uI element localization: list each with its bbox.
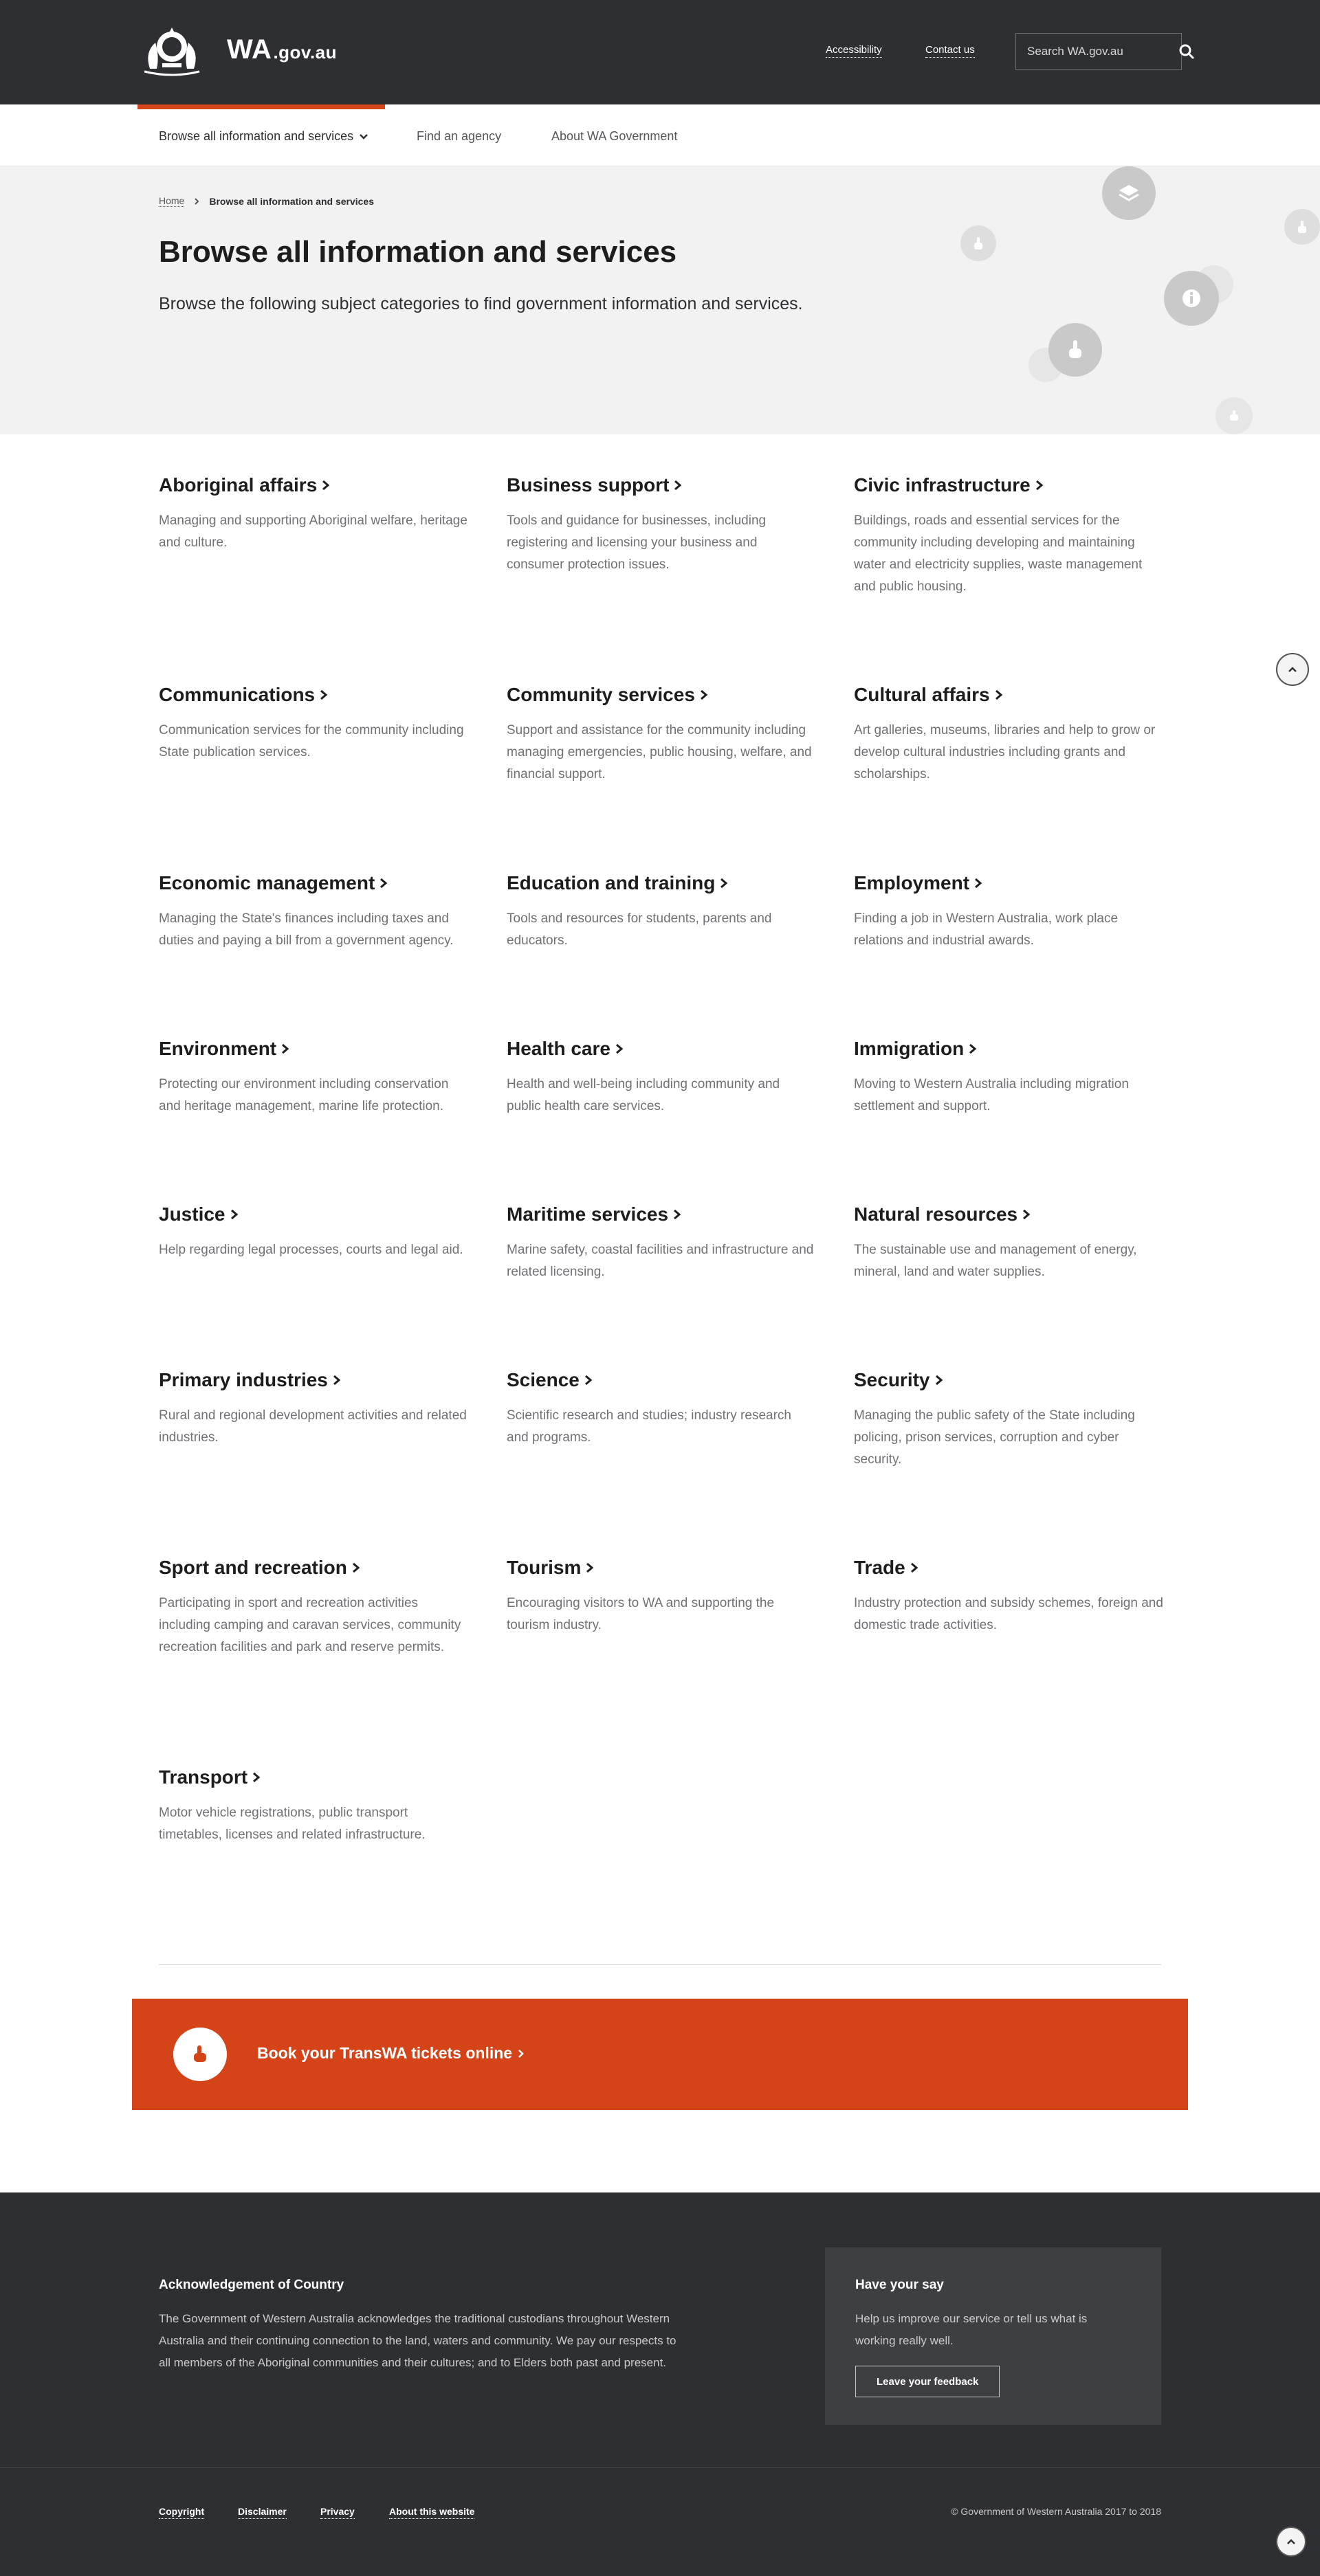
nav-active-indicator [138,104,385,109]
category-employment [854,872,1163,952]
category-link[interactable] [159,1557,468,1579]
chevron-right-icon [280,1043,290,1055]
info-icon [1164,271,1219,326]
nav-item-label: Find an agency [417,129,502,143]
category-link[interactable] [159,684,468,706]
chevron-right-icon [585,1562,595,1574]
chevron-right-icon [1022,1208,1031,1221]
logo-main: WA [227,34,272,65]
category-description: Motor vehicle registrations, public transport timetables, licenses and related infrastructure. [159,1806,426,1842]
back-to-top-button[interactable] [1276,2527,1306,2557]
have-your-say-title: Have your say [855,2278,944,2292]
transwa-banner [132,1999,1188,2110]
category-economic-management [159,872,468,952]
category-link[interactable] [854,872,1163,894]
chevron-right-icon [1035,479,1044,491]
nav-item-browse[interactable] [159,129,368,144]
acknowledgement-title: Acknowledgement of Country [159,2278,344,2292]
category-title: Primary industries [159,1369,328,1390]
category-science [507,1369,816,1449]
site-logo-text[interactable] [227,34,337,65]
category-description: Encouraging visitors to WA and supporting the tourism industry. [507,1596,775,1632]
category-link[interactable] [159,872,468,894]
chevron-right-icon [332,1374,342,1386]
category-title: Civic infrastructure [854,474,1031,496]
category-civic-infrastructure [854,474,1163,598]
category-link[interactable] [159,1203,468,1225]
category-description: Managing and supporting Aboriginal welfare, heritage and culture. [159,513,468,550]
search-box [1015,33,1182,70]
nav-item-about[interactable] [551,129,677,144]
category-title: Employment [854,872,970,893]
category-description: Health and well-being including community and public health care services. [507,1077,780,1113]
category-title: Education and training [507,872,716,893]
acknowledgement-text: The Government of Western Australia acknowledges the traditional custodians throughout Western Australia and their continuing connection to the land, waters and community. We pay our respects to all members of the Aboriginal communities and their cultures; and to Elders both past and present. [159,2312,676,2369]
hand-pointer-icon [173,2028,227,2081]
category-description: Buildings, roads and essential services for the community including developing and maintaining water and electricity supplies, waste management and public housing. [854,513,1143,594]
category-cultural-affairs [854,684,1163,786]
category-title: Trade [854,1557,905,1578]
category-link[interactable] [507,684,816,706]
breadcrumb [159,195,374,207]
category-description: Managing the State's finances including taxes and duties and paying a bill from a government agency. [159,911,454,948]
chevron-right-icon [379,877,388,889]
chevron-right-icon [968,1043,978,1055]
chevron-right-icon [994,689,1004,701]
category-link[interactable] [854,1557,1163,1579]
category-title: Environment [159,1038,277,1059]
category-environment [159,1038,468,1118]
category-health-care [507,1038,816,1118]
chevron-right-icon [252,1771,261,1784]
category-title: Maritime services [507,1203,669,1225]
category-link[interactable] [159,474,468,496]
page-title: Browse all information and services [159,235,677,269]
category-link[interactable] [854,1203,1163,1225]
wa-crest-logo[interactable] [138,23,206,78]
logo-suffix: .gov.au [273,42,338,63]
category-link[interactable] [159,1369,468,1391]
category-link[interactable] [159,1766,468,1788]
hand-pointer-icon [960,225,996,261]
chevron-right-icon [230,1208,239,1221]
category-description: Scientific research and studies; industry research and programs. [507,1408,791,1445]
category-link[interactable] [854,474,1163,496]
chevron-right-icon [584,1374,593,1386]
category-link[interactable] [159,1038,468,1060]
banner-label: Book your TransWA tickets online [257,2044,513,2062]
site-footer [0,2192,1320,2576]
back-to-top-button[interactable] [1276,653,1309,686]
category-communications [159,684,468,764]
category-description: Protecting our environment including conservation and heritage management, marine life protection. [159,1077,449,1113]
category-link[interactable] [854,1369,1163,1391]
category-title: Health care [507,1038,610,1059]
category-description: Tools and resources for students, parents and educators. [507,911,772,948]
category-title: Security [854,1369,930,1390]
category-title: Aboriginal affairs [159,474,318,496]
category-community-services [507,684,816,786]
chevron-right-icon [194,197,199,206]
category-maritime-services [507,1203,816,1283]
chevron-up-icon [1286,2538,1297,2546]
chevron-right-icon [672,1208,682,1221]
category-transport [159,1766,468,1846]
category-description: Help regarding legal processes, courts and legal aid. [159,1243,463,1257]
category-title: Natural resources [854,1203,1018,1225]
category-tourism [507,1557,816,1636]
hand-pointer-icon [1284,209,1320,245]
category-primary-industries [159,1369,468,1449]
category-link[interactable] [507,1369,816,1391]
chevron-right-icon [615,1043,624,1055]
category-natural-resources [854,1203,1163,1283]
category-link[interactable] [854,684,1163,706]
site-header [0,0,1320,104]
category-link[interactable] [507,872,816,894]
leave-feedback-button[interactable]: Leave your feedback [855,2366,1000,2397]
breadcrumb-current: Browse all information and services [209,195,374,207]
category-description: Industry protection and subsidy schemes, foreign and domestic trade activities. [854,1596,1163,1632]
layers-icon [1102,166,1156,220]
hero-section [0,166,1320,434]
chevron-right-icon [351,1562,361,1574]
chevron-down-icon [359,133,368,140]
category-description: Marine safety, coastal facilities and infrastructure and related licensing. [507,1243,814,1279]
contact-us-link[interactable]: Contact us [925,44,975,58]
category-trade [854,1557,1163,1636]
category-title: Cultural affairs [854,684,990,705]
chevron-right-icon [910,1562,919,1574]
category-link[interactable] [854,1038,1163,1060]
chevron-right-icon [699,689,709,701]
category-title: Science [507,1369,580,1390]
footer-divider [0,2467,1320,2468]
category-title: Communications [159,684,316,705]
category-immigration [854,1038,1163,1118]
have-your-say-box [825,2247,1161,2425]
category-title: Economic management [159,872,375,893]
category-title: Justice [159,1203,226,1225]
category-link[interactable] [507,1203,816,1225]
category-aboriginal-affairs [159,474,468,554]
chevron-right-icon [319,689,329,701]
category-description: Finding a job in Western Australia, work place relations and industrial awards. [854,911,1119,948]
footer-link-about-website[interactable]: About this website [389,2506,474,2519]
search-icon[interactable] [1179,34,1194,69]
search-input[interactable] [1016,34,1179,69]
copyright-text: © Government of Western Australia 2017 to 2018 [951,2506,1161,2517]
category-title: Community services [507,684,695,705]
category-title: Tourism [507,1557,582,1578]
page-lead: Browse the following subject categories to find government information and services. [159,294,803,313]
chevron-right-icon [974,877,983,889]
nav-item-label: About WA Government [551,129,678,143]
chevron-right-icon [673,479,683,491]
footer-link-privacy[interactable]: Privacy [320,2506,355,2519]
breadcrumb-home[interactable]: Home [159,195,185,206]
chevron-right-icon [719,877,729,889]
category-description: Communication services for the community including State publication services. [159,723,464,759]
category-title: Sport and recreation [159,1557,347,1578]
category-description: The sustainable use and management of energy, mineral, land and water supplies. [854,1243,1137,1279]
transwa-tickets-link[interactable] [257,2044,525,2063]
category-description: Tools and guidance for businesses, including registering and licensing your business and consumer protection issues. [507,513,767,572]
category-title: Transport [159,1766,248,1788]
category-description: Managing the public safety of the State including policing, prison services, corruption and cyber security. [854,1408,1135,1467]
category-business-support [507,474,816,576]
footer-link-copyright[interactable]: Copyright [159,2506,204,2519]
category-title: Immigration [854,1038,965,1059]
hand-pointer-icon [1048,323,1102,377]
category-description: Moving to Western Australia including migration settlement and support. [854,1077,1129,1113]
have-your-say-text: Help us improve our service or tell us what is working really well. [855,2312,1088,2347]
main-nav [0,104,1320,166]
category-link[interactable] [507,474,816,496]
chevron-right-icon [518,2049,525,2058]
category-title: Business support [507,474,670,496]
category-description: Rural and regional development activities and related industries. [159,1408,467,1445]
category-description: Support and assistance for the community including managing emergencies, public housing, welfare, and financial support. [507,723,812,781]
category-description: Participating in sport and recreation activities including camping and caravan services, community recreation facilities and park and reserve permits. [159,1596,461,1654]
category-description: Art galleries, museums, libraries and help to grow or develop cultural industries including grants and scholarships. [854,723,1156,781]
chevron-right-icon [934,1374,944,1386]
category-justice [159,1203,468,1261]
section-divider [159,1964,1161,1965]
category-education-training [507,872,816,952]
nav-item-label: Browse all information and services [159,129,354,143]
category-link[interactable] [507,1557,816,1579]
category-security [854,1369,1163,1471]
footer-link-disclaimer[interactable]: Disclaimer [238,2506,287,2519]
chevron-up-icon [1287,665,1298,674]
nav-item-find-agency[interactable] [417,129,501,144]
hand-pointer-icon [1216,397,1253,434]
category-link[interactable] [507,1038,816,1060]
chevron-right-icon [321,479,331,491]
accessibility-link[interactable]: Accessibility [826,44,882,58]
category-sport-recreation [159,1557,468,1658]
